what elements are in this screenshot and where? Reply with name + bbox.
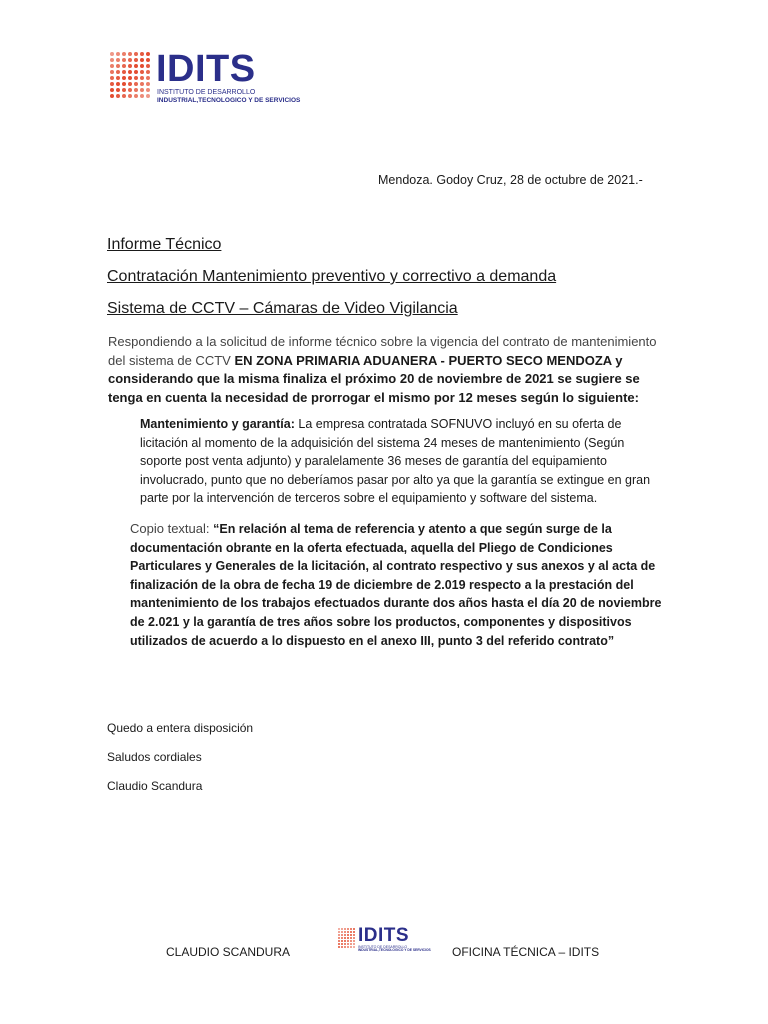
intro-location: EN ZONA PRIMARIA ADUANERA - PUERTO SECO MENDOZA [234,352,612,368]
logo-dot [353,946,355,948]
logo-dot [110,82,114,86]
logo-dot [134,76,138,80]
logo-subtitle-1: INSTITUTO DE DESARROLLO [358,945,408,949]
logo-dot [347,928,349,930]
logo-dot [128,52,132,56]
report-title: Informe Técnico [107,236,222,253]
maintenance-label: Mantenimiento y garantía: [140,417,295,431]
idits-logo-footer [338,926,431,953]
logo-wordmark: IDITS [156,48,256,90]
logo-dot [122,76,126,80]
logo-dot [110,70,114,74]
logo-dot [140,82,144,86]
logo-dot [347,931,349,933]
logo-dot [134,82,138,86]
logo-text [358,926,431,953]
document-date: Mendoza. Godoy Cruz, 28 de octubre de 2021.- [378,173,643,187]
logo-dot [350,928,352,930]
logo-dot [146,70,150,74]
logo-dot [344,928,346,930]
logo-dot [116,52,120,56]
logo-subtitle-2: INDUSTRIAL,TECNOLOGICO Y DE SERVICIOS [358,948,431,953]
logo-dot [350,934,352,936]
logo-dot [353,928,355,930]
logo-dot [128,94,132,98]
intro-paragraph [108,333,668,407]
logo-dot [122,82,126,86]
logo-dot [122,64,126,68]
logo-dot [341,943,343,945]
logo-dot [110,76,114,80]
logo-dot [350,943,352,945]
logo-dot [134,64,138,68]
report-subject: Contratación Mantenimiento preventivo y correctivo a demanda [107,268,557,285]
closing-line-1: Quedo a entera disposición [107,721,254,735]
logo-dot [344,943,346,945]
logo-dot [134,70,138,74]
logo-dot [128,64,132,68]
logo-dot [116,82,120,86]
logo-dot [140,58,144,62]
logo-dot [128,76,132,80]
report-system: Sistema de CCTV – Cámaras de Video Vigilancia [107,300,458,317]
logo-dot [110,58,114,62]
logo-dot [344,934,346,936]
logo-dot [134,94,138,98]
logo-dot [140,88,144,92]
logo-dot [350,931,352,933]
logo-dot [116,88,120,92]
logo-dot [344,931,346,933]
logo-dot [353,934,355,936]
logo-dot [134,52,138,56]
maintenance-paragraph [140,415,660,508]
logo-dot [122,70,126,74]
logo-dot [344,946,346,948]
logo-dot [347,937,349,939]
logo-dot [110,88,114,92]
logo-dot [353,931,355,933]
logo-dot [140,70,144,74]
logo-dot [341,940,343,942]
dot-grid-icon [110,52,150,98]
logo-dot [341,937,343,939]
logo-subtitle-2: INDUSTRIAL,TECNOLOGICO Y DE SERVICIOS [157,97,301,105]
footer-name: CLAUDIO SCANDURA [166,945,291,959]
logo-dot [116,76,120,80]
logo-dot [146,58,150,62]
intro-request: y considerando que la misma finaliza el próximo 20 de noviembre de 2021 se sugiere se tenga en cuenta la necesidad de prorrogar el mismo por 12 meses según lo siguiente: [108,352,640,405]
logo-dot [353,943,355,945]
logo-dot [116,64,120,68]
logo-dot [140,64,144,68]
logo-dot [140,52,144,56]
footer-office: OFICINA TÉCNICA – IDITS [452,945,600,959]
logo-dot [341,946,343,948]
logo-dot [146,52,150,56]
logo-dot [128,88,132,92]
logo-dot [128,58,132,62]
logo-dot [122,88,126,92]
logo-dot [353,937,355,939]
logo-dot [344,940,346,942]
logo-dot [338,940,340,942]
logo-dot [350,946,352,948]
logo-dot [341,928,343,930]
logo-dot [122,58,126,62]
intro-text: Respondiendo a la solicitud de informe técnico sobre la vigencia del contrato de mantenimiento del sistema de CCTV [108,334,657,368]
logo-dot [122,52,126,56]
logo-dot [146,88,150,92]
logo-dot [338,937,340,939]
quote-label: Copio textual: [130,521,214,536]
logo-subtitle-1: INSTITUTO DE DESARROLLO [157,89,256,96]
logo-dot [338,931,340,933]
logo-dot [338,934,340,936]
logo-dot [347,943,349,945]
logo-dot [134,58,138,62]
signature-name: Claudio Scandura [107,779,203,793]
logo-dot [338,928,340,930]
logo-dot [347,940,349,942]
quote-paragraph [130,520,665,650]
logo-dot [134,88,138,92]
logo-dot [341,931,343,933]
logo-dot [347,946,349,948]
logo-dot [110,94,114,98]
logo-dot [350,937,352,939]
logo-dot [353,940,355,942]
logo-dot [338,946,340,948]
logo-dot [350,940,352,942]
logo-dot [110,64,114,68]
logo-dot [110,52,114,56]
logo-dot [122,94,126,98]
logo-dot [341,934,343,936]
logo-dot [338,943,340,945]
closing-line-2: Saludos cordiales [107,750,202,764]
logo-dot [116,58,120,62]
logo-dot [128,70,132,74]
logo-dot [146,64,150,68]
logo-dot [140,94,144,98]
logo-dot [146,82,150,86]
logo-dot [146,76,150,80]
dot-grid-icon [338,928,355,948]
idits-logo-header [110,50,300,105]
logo-dot [128,82,132,86]
logo-dot [347,934,349,936]
logo-dot [344,937,346,939]
logo-dot [146,94,150,98]
logo-text [156,50,300,105]
maintenance-text: La empresa contratada SOFNUVO incluyó en su oferta de licitación al momento de la adquisición del sistema 24 meses de mantenimiento (Según soporte post venta adjunto) y paralelamente 36 meses de garantía del equipamiento involucrado, punto que no deberíamos pasar por alto ya que la garantía se extingue en gran parte por la intervención de terceros sobre el equipamiento y software del sistema. [140,417,651,506]
logo-dot [116,94,120,98]
logo-dot [116,70,120,74]
quote-text: “En relación al tema de referencia y atento a que según surge de la documentación obrante en la oferta efectuada, aquella del Pliego de Condiciones Particulares y Generales de la licitación, al contrato respectivo y sus anexos y al acta de finalización de la obra de fecha 19 de diciembre de 2.019 respecto a la prestación del mantenimiento de los trabajos efectuados durante dos años hasta el día 20 de noviembre de 2.021 y la garantía de tres años sobre los productos, componentes y dispositivos utilizados de acuerdo a lo dispuesto en el anexo III, punto 3 del referido contrato” [130,522,662,648]
logo-dot [140,76,144,80]
logo-wordmark: IDITS [358,925,410,946]
